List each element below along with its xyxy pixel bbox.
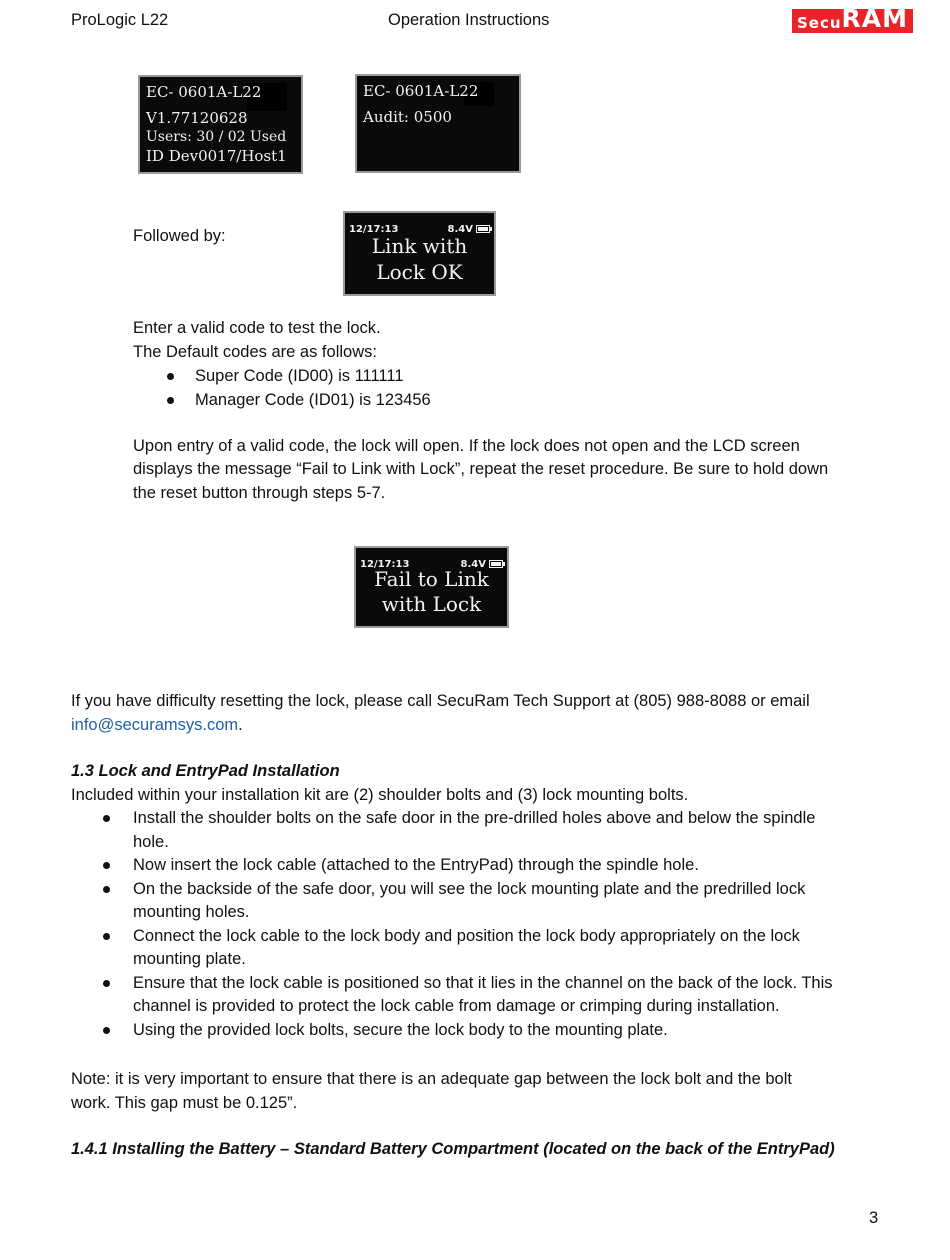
bullet-icon [103, 933, 110, 940]
lcd-line: EC- 0601A-L22 [146, 83, 262, 101]
section-1-4-1-heading: 1.4.1 Installing the Battery – Standard Battery Compartment (located on the back of the EntryPad) [71, 1140, 835, 1158]
bullet-icon [103, 862, 110, 869]
test-line-1: Enter a valid code to test the lock. [133, 319, 381, 337]
lcd-message-line: with Lock [381, 592, 482, 616]
lcd-line: EC- 0601A-L22 [363, 82, 479, 100]
lcd-voltage: 8.4V [448, 218, 490, 242]
page-number: 3 [869, 1209, 879, 1227]
bullet-icon [103, 886, 110, 893]
lcd-time: 12/17:13 [360, 559, 410, 570]
securam-logo: Secu RAM [792, 9, 913, 33]
lcd-screen-link-ok [343, 211, 496, 296]
list-item: Connect the lock cable to the lock body and position the lock body appropriately on the lock mounting plate. [71, 925, 891, 972]
list-item: Ensure that the lock cable is positioned so that it lies in the channel on the back of the lock. This channel is provided to protect the lock cable from damage or crimping during installation. [71, 972, 891, 1019]
lcd-message-line: Link with [371, 234, 468, 258]
battery-icon [476, 225, 490, 233]
list-item: On the backside of the safe door, you will see the lock mounting plate and the predrilled lock mounting holes. [71, 878, 891, 925]
lcd-voltage: 8.4V [461, 553, 503, 577]
note-line-2: work. This gap must be 0.125”. [71, 1094, 298, 1112]
lcd-message-line: Lock OK [376, 260, 463, 284]
lcd-line: V1.77120628 [146, 109, 248, 127]
bullet-icon [167, 397, 174, 404]
header-product: ProLogic L22 [71, 11, 169, 29]
list-item: Install the shoulder bolts on the safe door in the pre-drilled holes above and below the spindle hole. [71, 807, 891, 854]
bullet-icon [103, 1027, 110, 1034]
bullet-icon [103, 980, 110, 987]
section-1-3-intro: Included within your installation kit are (2) shoulder bolts and (3) lock mounting bolts. [71, 786, 689, 804]
support-email-line: info@securamsys.com. [71, 716, 243, 734]
header-title: Operation Instructions [388, 11, 550, 29]
followed-by-label: Followed by: [133, 227, 226, 245]
installation-steps-list [71, 807, 891, 1042]
upon-entry-line-1: Upon entry of a valid code, the lock will open. If the lock does not open and the LCD screen [133, 437, 800, 455]
note-line-1: Note: it is very important to ensure that there is an adequate gap between the lock bolt and the bolt [71, 1070, 792, 1088]
default-codes-list [167, 365, 767, 413]
upon-entry-line-3: the reset button through steps 5-7. [133, 484, 386, 502]
lcd-line: Audit: 0500 [363, 108, 452, 126]
lcd-screen-fail [354, 546, 509, 628]
list-item: Super Code (ID00) is 111111 [167, 365, 767, 389]
list-item: Manager Code (ID01) is 123456 [167, 389, 767, 413]
lcd-line: Users: 30 / 02 Used [146, 129, 287, 145]
lcd-screen-audit [355, 74, 521, 173]
bullet-icon [103, 815, 110, 822]
list-item: Using the provided lock bolts, secure the lock body to the mounting plate. [71, 1019, 891, 1043]
support-email-link[interactable]: info@securamsys.com [71, 716, 239, 734]
lcd-message-line: Fail to Link [374, 567, 489, 591]
lcd-line: ID Dev0017/Host1 [146, 147, 287, 165]
support-line: If you have difficulty resetting the lock, please call SecuRam Tech Support at (805) 988-8088 or email [71, 692, 810, 710]
section-1-3-heading: 1.3 Lock and EntryPad Installation [71, 762, 340, 780]
lcd-time: 12/17:13 [349, 224, 399, 235]
upon-entry-line-2: displays the message “Fail to Link with Lock”, repeat the reset procedure. Be sure to hold down [133, 460, 829, 478]
test-line-2: The Default codes are as follows: [133, 343, 377, 361]
bullet-icon [167, 373, 174, 380]
list-item: Now insert the lock cable (attached to the EntryPad) through the spindle hole. [71, 854, 891, 878]
lcd-screen-version [138, 75, 303, 174]
